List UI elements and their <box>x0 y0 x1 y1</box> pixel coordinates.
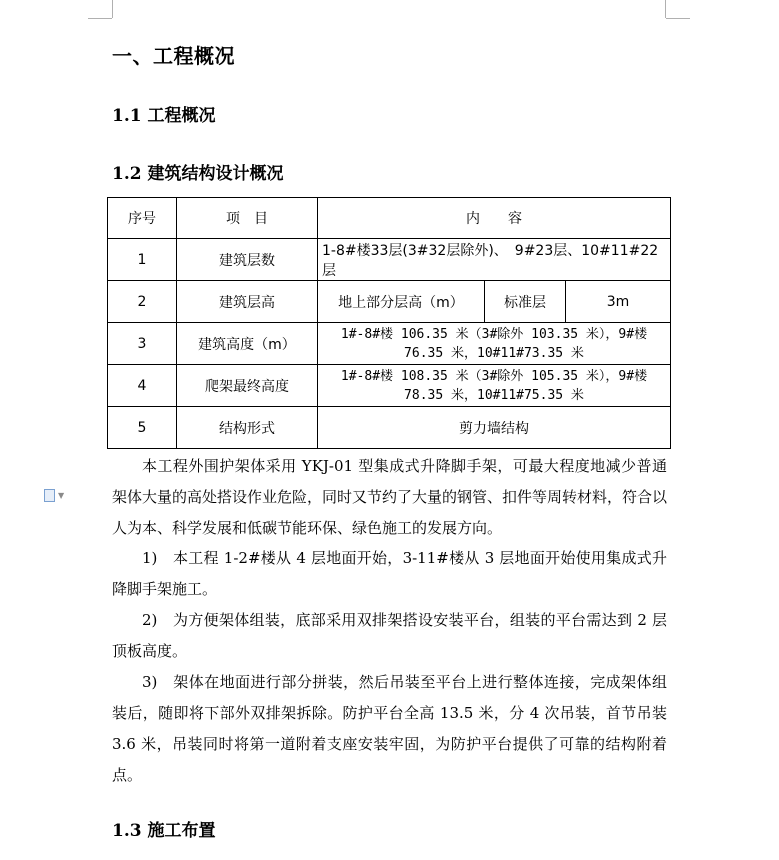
row-content-b: 标准层 <box>485 281 566 323</box>
table-row <box>108 365 671 407</box>
row-content-c: 3m <box>566 281 671 323</box>
heading-1-1: 1.1 工程概况 <box>112 106 216 126</box>
row-no: 5 <box>108 407 177 449</box>
row-content: 1-8#楼33层(3#32层除外)、 9#23层、10#11#22层 <box>318 239 671 281</box>
row-no: 2 <box>108 281 177 323</box>
row-content: 1#-8#楼 108.35 米（3#除外 105.35 米），9#楼 78.35 米，10#11#75.35 米 <box>318 365 671 407</box>
table-row <box>108 407 671 449</box>
row-item: 建筑层高 <box>177 281 318 323</box>
row-item: 结构形式 <box>177 407 318 449</box>
heading-1-2: 1.2 建筑结构设计概况 <box>112 164 284 184</box>
page-corner-mark <box>88 18 112 19</box>
page-corner-mark <box>112 0 113 18</box>
row-item: 建筑高度（m） <box>177 323 318 365</box>
page-corner-mark <box>665 0 666 18</box>
paragraph-item-2: 2) 为方便架体组装，底部采用双排架搭设安装平台，组装的平台需达到 2 层顶板高度。 <box>112 611 667 660</box>
row-content: 剪力墙结构 <box>318 407 671 449</box>
table-row <box>108 281 671 323</box>
row-no: 4 <box>108 365 177 407</box>
paragraph-item-3: 3) 架体在地面进行部分拼装，然后吊装至平台上进行整体连接，完成架体组装后，随即将下部外双排架拆除。防护平台全高 13.5 米，分 4 次吊装，首节吊装 3.6 米，吊装同时将第一道附着支座安装牢固，为防护平台提供了可靠的结构附着点。 <box>112 673 667 784</box>
table-row <box>108 323 671 365</box>
heading-1-3: 1.3 施工布置 <box>112 821 216 841</box>
paragraph-item-1: 1) 本工程 1-2#楼从 4 层地面开始，3-11#楼从 3 层地面开始使用集成式升降脚手架施工。 <box>112 549 667 598</box>
heading-1: 一、工程概况 <box>112 44 235 68</box>
row-no: 3 <box>108 323 177 365</box>
table-header-row <box>108 198 671 239</box>
row-item: 建筑层数 <box>177 239 318 281</box>
header-content: 内 容 <box>318 198 671 239</box>
paragraph: 本工程外围护架体采用 YKJ-01 型集成式升降脚手架，可最大程度地减少普通架体大量的高处搭设作业危险，同时又节约了大量的钢管、扣件等周转材料，符合以人为本、科学发展和低碳节能环保、绿色施工的发展方向。 <box>112 457 668 537</box>
row-item: 爬架最终高度 <box>177 365 318 407</box>
row-no: 1 <box>108 239 177 281</box>
table-row <box>108 239 671 281</box>
row-content: 1#-8#楼 106.35 米（3#除外 103.35 米），9#楼 76.35 米，10#11#73.35 米 <box>318 323 671 365</box>
building-info-table <box>107 197 671 449</box>
document-icon[interactable]: ▼ <box>44 488 70 502</box>
header-no: 序号 <box>108 198 177 239</box>
row-content-a: 地上部分层高（m） <box>318 281 485 323</box>
header-item: 项 目 <box>177 198 318 239</box>
page-corner-mark <box>666 18 690 19</box>
